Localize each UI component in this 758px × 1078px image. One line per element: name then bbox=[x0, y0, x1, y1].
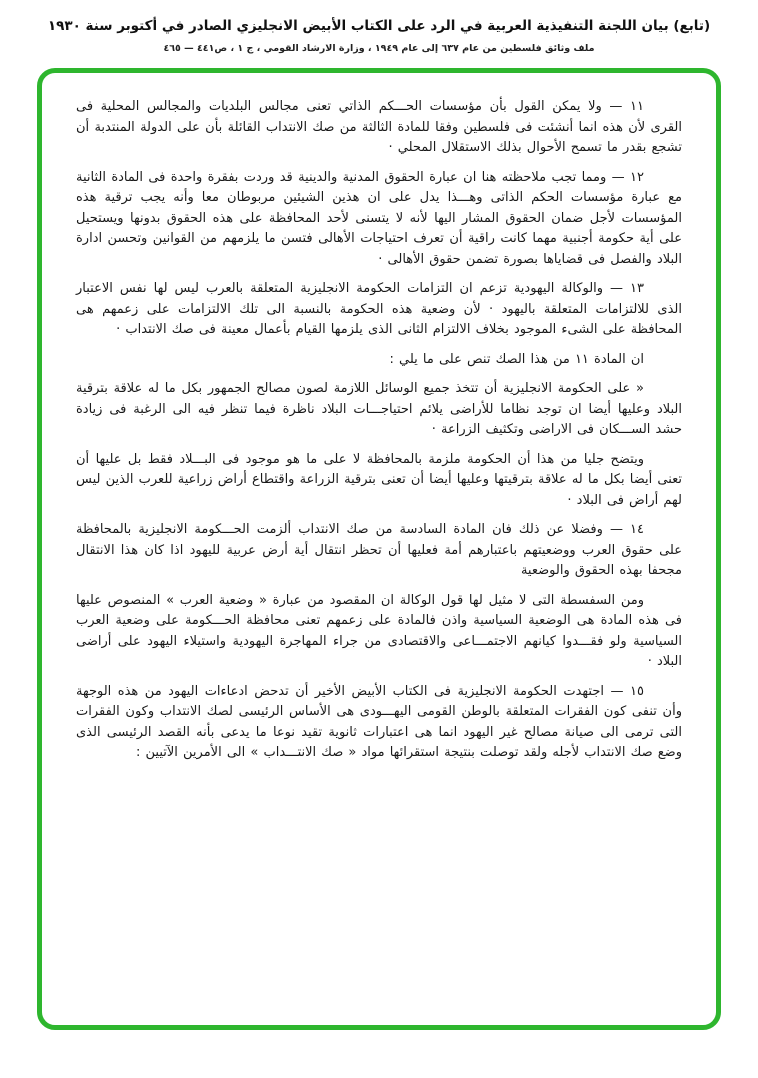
paragraph: ١١ — ولا يمكن القول بأن مؤسسات الحـــكم الذاتي تعنى مجالس البلديات والمجالس المحلية فى القرى لأن هذه انما أنشئت فى فلسطين وفقا للمادة الثالثة من صك الانتداب القائلة بأن على الدولة المنتدبة أن تشجع بقدر ما تسمح الأحوال بذلك الاستقلال المحلي · bbox=[76, 99, 682, 156]
document-title: (تابع) بيان اللجنة التنفيذية العربية في الرد على الكتاب الأبيض الانجليزي الصادر في أكتوبر سنة ١٩٣٠ bbox=[47, 18, 711, 34]
paragraph: ١٣ — والوكالة اليهودية تزعم ان التزامات الحكومة الانجليزية المتعلقة بالعرب ليس لها نفس الاعتبار الذى للالتزامات المتعلقة باليهود · لأن وضعية هذه الحكومة بالنسبة الى تلك الالتزامات على زعمهم هى المحافظة على الشىء الموجود بخلاف الالتزام الثانى الذى يلزمها القيام بأعمال معينة فى صك الانتداب · bbox=[76, 281, 682, 338]
paragraph: ١٢ — ومما تجب ملاحظته هنا ان عبارة الحقوق المدنية والدينية قد وردت بفقرة واحدة فى المادة الثانية مع عبارة مؤسسات الحكم الذاتى وهـــذا يدل على ان هذين الشيئين مربوطان معا وأنه يجب ترقية هذه المؤسسات لأجل ضمان الحقوق المشار اليها لأنه لا يتسنى لأحد المحافظة على هذه الحقوق بدونها ويستحيل على أية حكومة أجنبية مهما كانت راقية أن تعرف احتياجات الأهالى فتسن ما يلزمهم من القوانين وتحسن ادارة البلاد والفصل فى قضاياها بصورة تضمن حقوق الأهالى · bbox=[76, 169, 682, 267]
paragraph: ان المادة ١١ من هذا الصك تنص على ما يلي : bbox=[389, 351, 644, 367]
document-subtitle: ملف وثائق فلسطين من عام ٦٣٧ إلى عام ١٩٤٩ ، وزارة الارشاد القومي ، ج ١ ، ص٤٤١ — ٤٦٥ bbox=[163, 43, 595, 55]
paragraph: ١٤ — وفضلا عن ذلك فان المادة السادسة من صك الانتداب ألزمت الحـــكومة الانجليزية بالمحافظة على حقوق العرب ووضعيتهم باعتبارهم أمة فعليها أن تحظر انتقال أية أرض عربية لليهود اذا كان هذا الانتقال مجحفا بهذه الحقوق والوضعية bbox=[76, 522, 682, 579]
paragraph: « على الحكومة الانجليزية أن تتخذ جميع الوسائل اللازمة لصون مصالح الجمهور بكل ما له علاقة بترقية البلاد وعليها أيضا ان توجد نظاما للأراضى يلائم احتياجـــات البلاد ناظرة فيما تنظر فيه الى الرغبة فى زيادة حشد الســـكان فى الاراضى وتكثيف الزراعة · bbox=[76, 381, 682, 438]
paragraph: ١٥ — اجتهدت الحكومة الانجليزية فى الكتاب الأبيض الأخير أن تدحض ادعاءات اليهود من هذه الوجهة وأن تنفى كون الفقرات المتعلقة بالوطن القومى اليهـــودى هى الأساس الرئيسى لصك الانتداب وكون الفقرات التى ترمى الى صيانة مصالح غير اليهود انما هى اعتبارات ثانوية تقيد نوعا ما يدعى بأنه القصد الرئيسى الذى وضع صك الانتداب لأجله ولقد توصلت بنتيجة استقرائها مواد « صك الانتـــداب » الى الأمرين الآتيين : bbox=[76, 683, 682, 761]
content-frame bbox=[37, 68, 721, 1030]
paragraph: ومن السفسطة التى لا مثيل لها قول الوكالة ان المقصود من عبارة « وضعية العرب » المنصوص عليها فى هذه المادة هى الوضعية السياسية واذن فالمادة على زعمهم تعنى محافظة الحـــكومة على وضعية العرب السياسية ولو فقـــدوا كيانهم الاجتمـــاعى والاقتصادى من جراء المهاجرة اليهودية واستيلاء اليهود على أراضى البلاد · bbox=[76, 592, 682, 670]
document-body bbox=[76, 97, 682, 764]
paragraph: ويتضح جليا من هذا أن الحكومة ملزمة بالمحافظة لا على ما هو موجود فى البـــلاد فقط بل عليها أن تعنى أيضا بكل ما له علاقة بترقيتها وعليها أيضا أن تعنى بترقية الزراعة واقتطاع أراض زراعية للعرب الذين ليس لهم أراض فى البلاد · bbox=[76, 451, 682, 508]
page-header bbox=[0, 0, 758, 54]
